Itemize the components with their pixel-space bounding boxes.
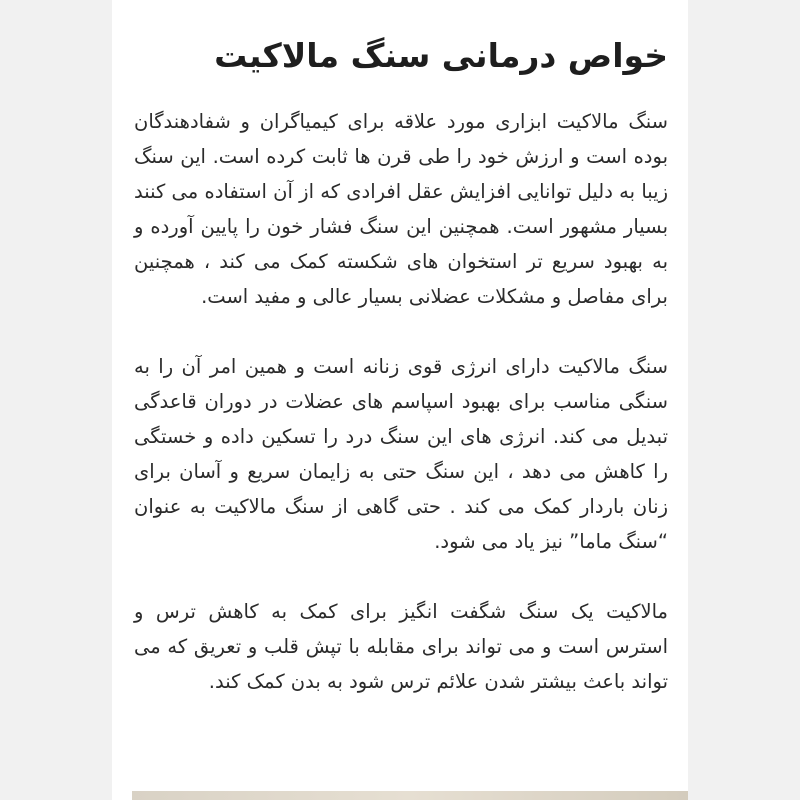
article-content bbox=[134, 0, 668, 699]
article-heading: خواص درمانی سنگ مالاکیت bbox=[214, 36, 668, 75]
article-paragraph-2: سنگ مالاکیت دارای انرژی قوی زنانه است و همین امر آن را به سنگی مناسب برای بهبود اسپاسم های عضلات در دوران قاعدگی تبدیل می کند. انرژی های این سنگ درد را تسکین داده و خستگی را کاهش می دهد ، این سنگ حتی به زایمان سریع و آسان برای زنان باردار کمک می کند . حتی گاهی از سنگ مالاکیت به عنوان “سنگ ماما” نیز یاد می شود. bbox=[134, 355, 668, 553]
article-paragraph-3: مالاکیت یک سنگ شگفت انگیز برای کمک به کاهش ترس و استرس است و می تواند برای مقابله با تپش قلب و تعریق که می تواند باعث بیشتر شدن علائم ترس شود به بدن کمک کند. bbox=[134, 600, 668, 693]
article-paragraph-1: سنگ مالاکیت ابزاری مورد علاقه برای کیمیاگران و شفادهندگان بوده است و ارزش خود را طی قرن ها ثابت کرده است. این سنگ زیبا به دلیل توانایی افزایش عقل افرادی که از آن استفاده می کنند بسیار مشهور است. همچنین این سنگ فشار خون را پایین آورده و به بهبود سریع تر استخوان های شکسته کمک می کند ، همچنین برای مفاصل و مشکلات عضلانی بسیار عالی و مفید است. bbox=[134, 110, 668, 308]
article-page bbox=[112, 0, 688, 800]
article-image-top-edge bbox=[132, 791, 688, 800]
